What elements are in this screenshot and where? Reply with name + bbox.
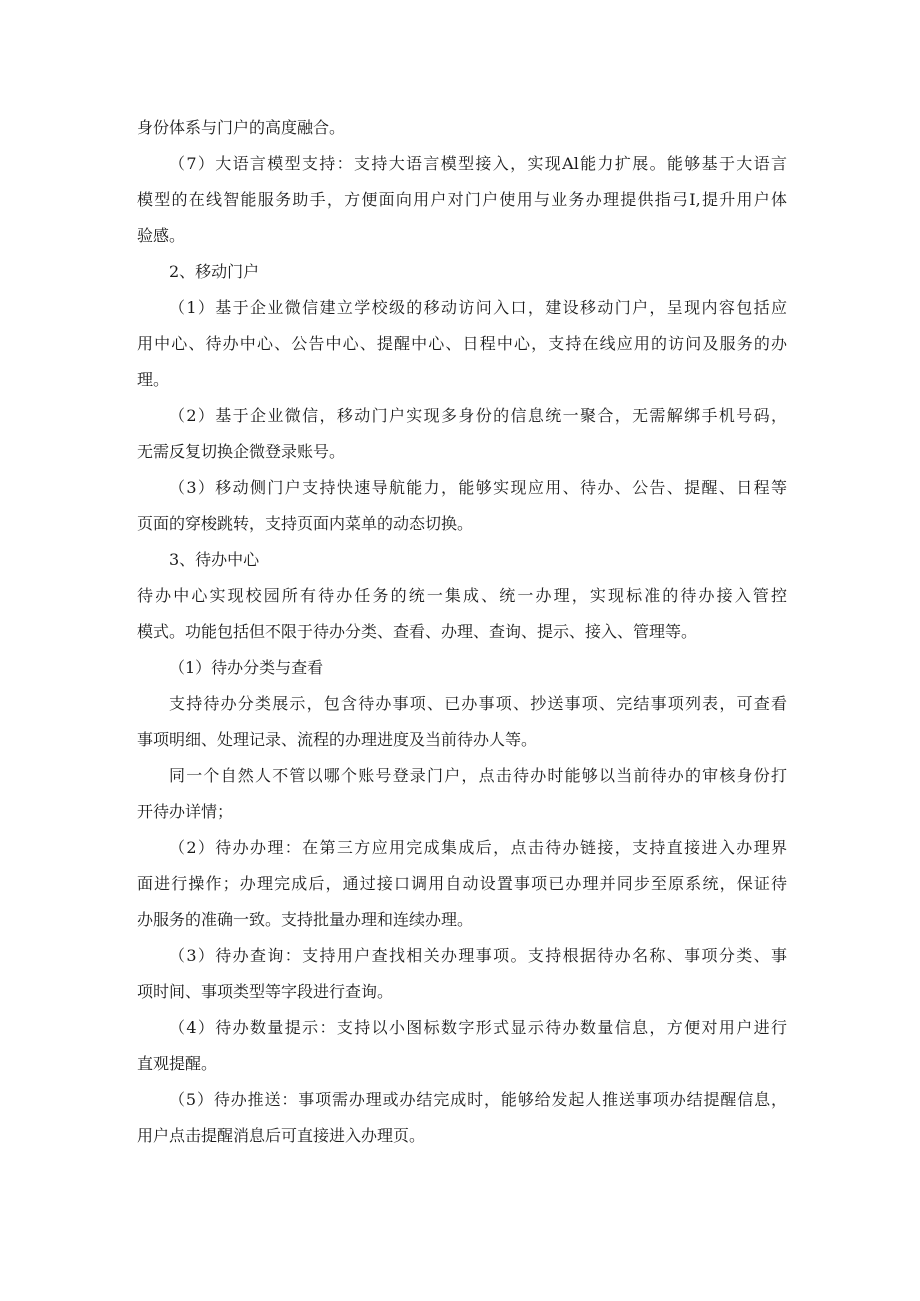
- text-line: 用中心、待办中心、公告中心、提醒中心、日程中心，支持在线应用的访问及服务的办: [137, 334, 787, 353]
- paragraph-todo-classify-a: [137, 686, 787, 758]
- text-line: 开待办详情；: [137, 802, 234, 821]
- paragraph-todo-handle: [137, 830, 787, 938]
- paragraph-mobile-2: [137, 398, 787, 470]
- text-line: 办服务的准确一致。支持批量办理和连续办理。: [137, 910, 474, 929]
- heading-todo-center: [137, 542, 787, 578]
- text-line: 直观提醒。: [137, 1054, 218, 1073]
- heading-todo-classify: [137, 650, 787, 686]
- text-line: 支持待办分类展示，包含待办事项、已办事项、抄送事项、完结事项列表，可查看: [169, 694, 787, 713]
- text-line: （1）基于企业微信建立学校级的移动访问入口，建设移动门户，呈现内容包括应: [169, 298, 787, 317]
- text-line: 待办中心实现校园所有待办任务的统一集成、统一办理，实现标准的待办接入管控: [137, 586, 787, 605]
- text-line: 模型的在线智能服务助手，方便面向用户对门户使用与业务办理提供指弓I,提升用户体: [137, 190, 787, 209]
- text-line: 同一个自然人不管以哪个账号登录门户，点击待办时能够以当前待办的审核身份打: [169, 766, 787, 785]
- paragraph-mobile-1: [137, 290, 787, 398]
- paragraph-todo-query: [137, 938, 787, 1010]
- subsection-heading: （1）待办分类与查看: [169, 658, 324, 677]
- document-body: [137, 110, 787, 1154]
- paragraph-todo-intro: [137, 578, 787, 650]
- paragraph-mobile-3: [137, 470, 787, 542]
- text-line: （7）大语言模型支持：支持大语言模型接入，实现Al能力扩展。能够基于大语言: [169, 154, 787, 173]
- text-line: 无需反复切换企微登录账号。: [137, 442, 346, 461]
- text-line: （5）待办推送：事项需办理或办结完成时，能够给发起人推送事项办结提醒信息，: [169, 1090, 787, 1109]
- paragraph-llm-support: [137, 146, 787, 254]
- paragraph-intro-end: [137, 110, 787, 146]
- text-line: 理。: [137, 370, 170, 389]
- text-line: 身份体系与门户的高度融合。: [137, 118, 346, 137]
- section-heading: 2、移动门户: [169, 262, 260, 281]
- paragraph-todo-classify-b: [137, 758, 787, 830]
- text-line: （2）基于企业微信，移动门户实现多身份的信息统一聚合，无需解绑手机号码，: [169, 406, 787, 425]
- text-line: 验感。: [137, 226, 186, 245]
- text-line: 面进行操作；办理完成后，通过接口调用自动设置事项已办理并同步至原系统，保证待: [137, 874, 787, 893]
- heading-mobile-portal: [137, 254, 787, 290]
- text-line: （3）移动侧门户支持快速导航能力，能够实现应用、待办、公告、提醒、日程等: [169, 478, 787, 497]
- text-line: 项时间、事项类型等字段进行查询。: [137, 982, 394, 1001]
- paragraph-todo-count: [137, 1010, 787, 1082]
- section-heading: 3、待办中心: [169, 550, 260, 569]
- paragraph-todo-push: [137, 1082, 787, 1154]
- text-line: （4）待办数量提示：支持以小图标数字形式显示待办数量信息，方便对用户进行: [169, 1018, 787, 1037]
- text-line: 事项明细、处理记录、流程的办理进度及当前待办人等。: [137, 730, 538, 749]
- text-line: （3）待办查询：支持用户查找相关办理事项。支持根据待办名称、事项分类、事: [169, 946, 787, 965]
- text-line: （2）待办办理：在第三方应用完成集成后，点击待办链接，支持直接进入办理界: [169, 838, 787, 857]
- text-line: 页面的穿梭跳转，支持页面内菜单的动态切换。: [137, 514, 474, 533]
- text-line: 模式。功能包括但不限于待办分类、查看、办理、查询、提示、接入、管理等。: [137, 622, 698, 641]
- text-line: 用户点击提醒消息后可直接进入办理页。: [137, 1126, 426, 1145]
